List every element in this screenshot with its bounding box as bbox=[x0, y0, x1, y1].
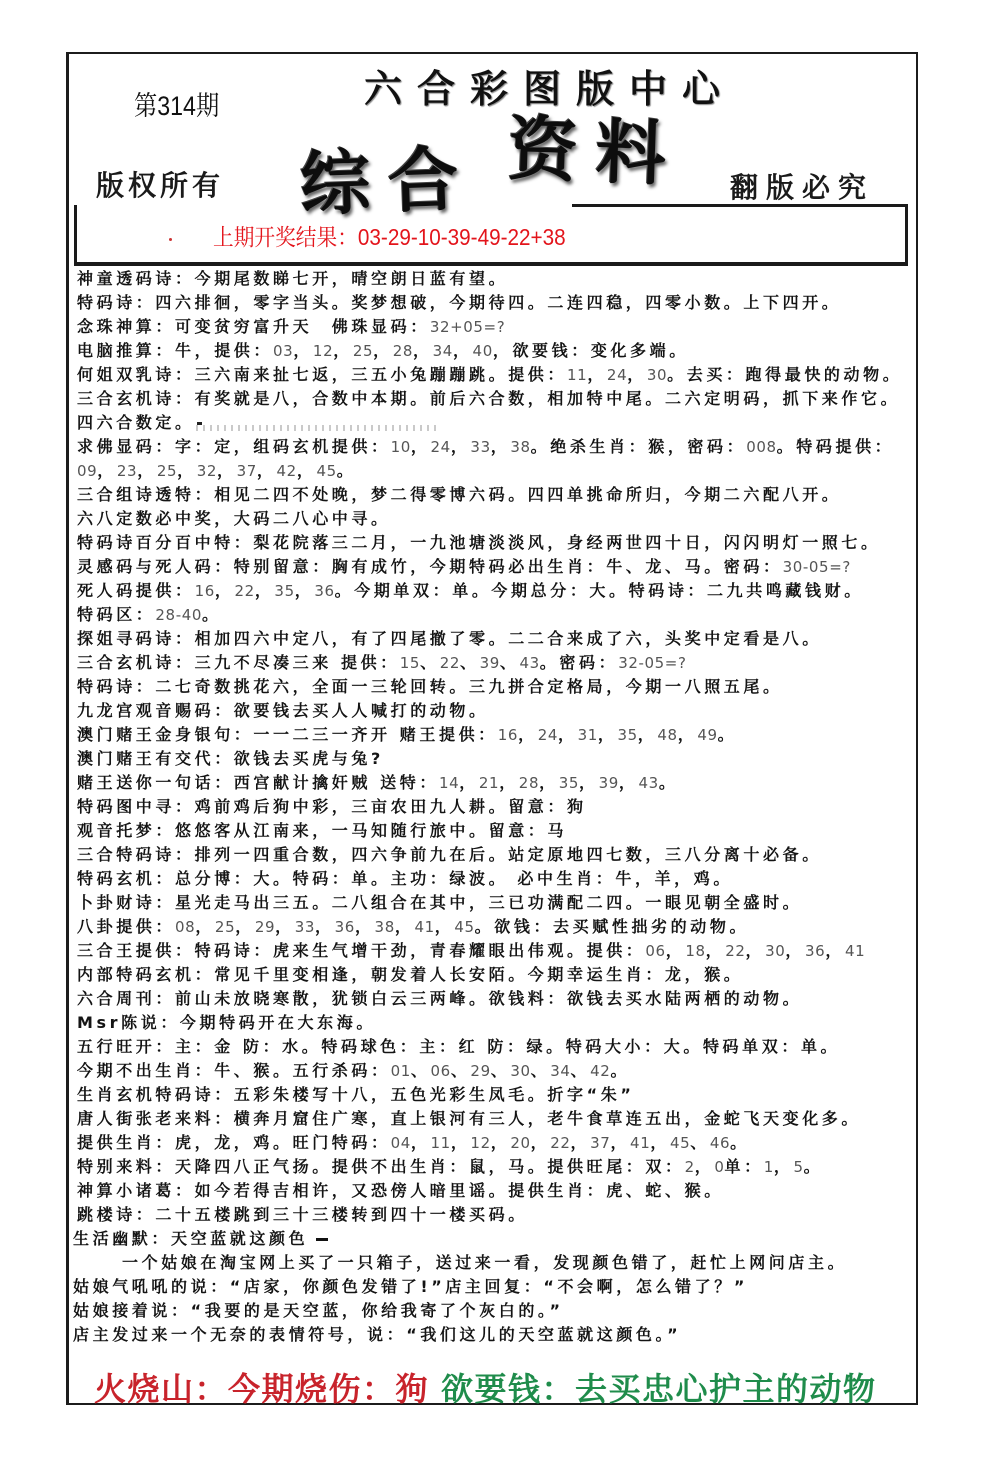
number: 37 bbox=[236, 462, 257, 480]
content-line bbox=[77, 627, 902, 651]
humor-story-line bbox=[73, 1323, 902, 1347]
number: 1 bbox=[763, 1158, 774, 1176]
line-text: 何姐双乳诗：三六南来扯七返，三五小兔蹦蹦跳。提供：11，24，30。去买：跑得最快的动物。 bbox=[77, 365, 903, 384]
number: 22 bbox=[550, 1134, 571, 1152]
results-box-left-border bbox=[74, 205, 77, 265]
content-line bbox=[77, 507, 902, 531]
scan-artifact bbox=[196, 425, 436, 431]
number: 04 bbox=[390, 1134, 411, 1152]
results-box-top-border bbox=[572, 204, 908, 207]
line-text: 八卦提供：08，25，29，33，36，38，41，45。欲钱：去买赋性拙劣的动物。 bbox=[77, 917, 750, 936]
content-line bbox=[77, 267, 902, 291]
number: 39 bbox=[598, 774, 619, 792]
number: 45 bbox=[454, 918, 475, 936]
number: 5 bbox=[793, 1158, 804, 1176]
number: 12 bbox=[312, 342, 334, 360]
content-line bbox=[77, 387, 902, 411]
line-text: 五行旺开：主：金 防：水。特码球色：主：红 防：绿。特码大小：大。特码单双：单。 bbox=[77, 1037, 841, 1056]
number: 28 bbox=[392, 342, 414, 360]
number: 12 bbox=[470, 1134, 491, 1152]
line-text: 三合特码诗：排列一四重合数，四六争前九在后。站定原地四七数，三八分离十必备。 bbox=[77, 845, 822, 864]
content-line bbox=[77, 579, 902, 603]
line-text: 神童透码诗：今期尾数睇七开，晴空朗日蓝有望。 bbox=[77, 269, 509, 288]
number: 32-05=? bbox=[618, 654, 687, 672]
content-line bbox=[77, 771, 902, 795]
number: 33 bbox=[470, 438, 491, 456]
number: 42 bbox=[276, 462, 297, 480]
line-text: 跳楼诗：二十五楼跳到三十三楼转到四十一楼买码。 bbox=[77, 1205, 528, 1224]
content-line bbox=[77, 339, 902, 363]
number: 43 bbox=[519, 654, 540, 672]
content-line bbox=[77, 315, 902, 339]
number: 30 bbox=[646, 366, 668, 384]
number: 03 bbox=[273, 342, 294, 360]
number: 22 bbox=[234, 582, 255, 600]
number: 34 bbox=[550, 1062, 571, 1080]
number: 23 bbox=[116, 462, 138, 480]
number: 22 bbox=[439, 654, 460, 672]
number: 29 bbox=[254, 918, 276, 936]
line-text: 内部特码玄机：常见千里变相逢，朝发着人长安陌。今期幸运生肖：龙，猴。 bbox=[77, 965, 744, 984]
line-text: 今期不出生肖：牛、猴。五行杀码：01、06、29、30、34、42。 bbox=[77, 1061, 631, 1080]
number: 008 bbox=[746, 438, 777, 456]
line-text: 提供生肖：虎，龙，鸡。旺门特码：04，11，12，20，22，37，41，45、46。 bbox=[77, 1133, 750, 1152]
number: 43 bbox=[638, 774, 659, 792]
content-line bbox=[77, 699, 902, 723]
number: 15 bbox=[399, 654, 421, 672]
number: 30 bbox=[765, 942, 786, 960]
line-text: 一个姑娘在淘宝网上买了一只箱子，送过来一看，发现颜色错了，赶忙上网问店主。 bbox=[122, 1253, 848, 1272]
content-line bbox=[77, 651, 902, 675]
content-line bbox=[77, 291, 902, 315]
bullet-dot-icon bbox=[169, 238, 172, 241]
line-text: Msr陈说：今期特码开在大东海。 bbox=[77, 1013, 376, 1032]
number: 14 bbox=[438, 774, 460, 792]
content-line bbox=[77, 1155, 902, 1179]
line-text: 灵感码与死人码：特别留意：胸有成竹，今期特码必出生肖：牛、龙、马。密码：30-05=? bbox=[77, 557, 851, 576]
number: 37 bbox=[590, 1134, 611, 1152]
number: 25 bbox=[214, 918, 236, 936]
content-line bbox=[77, 483, 902, 507]
line-text: 姑娘接着说：“我要的是天空蓝，你给我寄了个灰白的。” bbox=[73, 1301, 564, 1320]
number: 06 bbox=[645, 942, 666, 960]
content-line bbox=[77, 867, 902, 891]
results-box-right-border bbox=[905, 204, 908, 264]
number: 25 bbox=[352, 342, 374, 360]
number: 34 bbox=[432, 342, 453, 360]
logo-title-part2: 资料 bbox=[506, 106, 686, 197]
content-line bbox=[77, 675, 902, 699]
content-line bbox=[77, 435, 902, 459]
footer-banner bbox=[94, 1364, 877, 1410]
number: 49 bbox=[697, 726, 718, 744]
number: 35 bbox=[274, 582, 295, 600]
number: 06 bbox=[430, 1062, 451, 1080]
line-text: 三合组诗透特：相见二四不处晚，梦二得零博六码。四四单挑命所归，今期二六配八开。 bbox=[77, 485, 842, 504]
line-text: 求佛显码：字：定，组码玄机提供：10，24，33，38。绝杀生肖：猴，密码：008。特码提供： bbox=[77, 437, 895, 456]
content-line bbox=[77, 723, 902, 747]
logo-title-part1: 综合 bbox=[298, 136, 478, 227]
number: 16 bbox=[497, 726, 519, 744]
number: 08 bbox=[175, 918, 196, 936]
content-line bbox=[77, 963, 902, 987]
content-line bbox=[77, 531, 902, 555]
number: 16 bbox=[194, 582, 215, 600]
number: 48 bbox=[657, 726, 678, 744]
number: 11 bbox=[567, 366, 588, 384]
line-text: 澳门赌王有交代：欲钱去买虎与兔? bbox=[77, 749, 384, 768]
number: 41 bbox=[414, 918, 435, 936]
content-line bbox=[77, 939, 902, 963]
number: 09 bbox=[77, 462, 98, 480]
content-line bbox=[77, 1179, 902, 1203]
content-line bbox=[77, 1035, 902, 1059]
number: 28-40 bbox=[155, 606, 202, 624]
content-line bbox=[77, 1083, 902, 1107]
content-line bbox=[77, 363, 902, 387]
underscore-mark bbox=[316, 1238, 328, 1241]
number: 36 bbox=[334, 918, 355, 936]
number: 22 bbox=[725, 942, 746, 960]
number: 35 bbox=[558, 774, 579, 792]
line-text: 死人码提供：16，22，35，36。今期单双：单。今期总分：大。特码诗：二九共鸣藏钱财。 bbox=[77, 581, 864, 600]
line-text: 生肖玄机特码诗：五彩朱楼写十八，五色光彩生凤毛。折字“朱” bbox=[77, 1085, 635, 1104]
line-text: 探姐寻码诗：相加四六中定八，有了四尾撤了零。二二合来成了六，头奖中定看是八。 bbox=[77, 629, 822, 648]
content-line bbox=[77, 819, 902, 843]
number: 38 bbox=[374, 918, 395, 936]
content-line bbox=[77, 411, 902, 435]
humor-story-line bbox=[77, 1251, 902, 1275]
content-line bbox=[77, 1107, 902, 1131]
line-text: 三合王提供：特码诗：虎来生气增干劲，青春耀眼出伟观。提供：06，18，22，30，36，41 bbox=[77, 941, 866, 960]
humor-story-line bbox=[73, 1299, 902, 1323]
content-line bbox=[77, 1011, 902, 1035]
issue-number: 第314期 bbox=[134, 91, 220, 121]
number: 41 bbox=[844, 942, 866, 960]
content-line bbox=[77, 843, 902, 867]
number: 2 bbox=[684, 1158, 695, 1176]
number: 45 bbox=[669, 1134, 691, 1152]
number: 45 bbox=[316, 462, 337, 480]
number: 01 bbox=[390, 1062, 411, 1080]
line-text: 特别来料：天降四八正气扬。提供不出生肖：鼠，马。提供旺尾：双：2，0单：1，5。 bbox=[77, 1157, 824, 1176]
content-line bbox=[77, 891, 902, 915]
humor-title-line bbox=[73, 1227, 902, 1251]
content-line bbox=[77, 1059, 902, 1083]
content-line bbox=[77, 987, 902, 1011]
copyright-right: 翻版必究 bbox=[730, 171, 875, 204]
line-text: 生活幽默：天空蓝就这颜色 bbox=[73, 1229, 309, 1248]
line-text: 卜卦财诗：星光走马出三五。二八组合在其中，三已功满配二四。一眼见朝全盛时。 bbox=[77, 893, 803, 912]
number: 10 bbox=[390, 438, 411, 456]
number: 24 bbox=[537, 726, 558, 744]
content-line bbox=[77, 915, 902, 939]
number: 35 bbox=[617, 726, 638, 744]
last-draw-results: 上期开奖结果：03-29-10-39-49-22+38 bbox=[213, 224, 566, 250]
line-text: 特码诗：二七奇数挑花六，全面一三轮回转。三九拼合定格局，今期一八照五尾。 bbox=[77, 677, 783, 696]
content-line bbox=[77, 1203, 902, 1227]
banner-red-text: 火烧山：今期烧伤：狗 bbox=[94, 1370, 430, 1408]
number: 33 bbox=[294, 918, 316, 936]
number: 0 bbox=[714, 1158, 725, 1176]
number: 36 bbox=[805, 942, 826, 960]
number: 46 bbox=[709, 1134, 731, 1152]
line-text: 赌王送你一句话：西宫献计擒奸贼 送特：14，21，28，35，39，43。 bbox=[77, 773, 679, 792]
number: 32 bbox=[196, 462, 218, 480]
line-text: 三合玄机诗：有奖就是八，合数中本期。前后六合数，相加特中尾。二六定明码，抓下来作它。 bbox=[77, 389, 901, 408]
number: 41 bbox=[630, 1134, 651, 1152]
line-text: 四六合数定。 bbox=[77, 413, 195, 432]
content-line bbox=[77, 1131, 902, 1155]
content-line bbox=[77, 795, 902, 819]
number: 40 bbox=[472, 342, 493, 360]
line-text: 特码图中寻：鸡前鸡后狗中彩，三亩农田九人耕。留意：狗 bbox=[77, 797, 587, 816]
line-text: 电脑推算：牛，提供：03，12，25，28，34，40，欲要钱：变化多端。 bbox=[77, 341, 689, 360]
number: 24 bbox=[430, 438, 451, 456]
number: 18 bbox=[685, 942, 706, 960]
humor-story-line bbox=[73, 1275, 902, 1299]
number: 30-05=? bbox=[782, 558, 851, 576]
number: 36 bbox=[314, 582, 335, 600]
line-text: 特码区：28-40。 bbox=[77, 605, 222, 624]
content-line bbox=[77, 747, 902, 771]
number: 42 bbox=[590, 1062, 611, 1080]
line-text: 店主发过来一个无奈的表情符号，说：“我们这儿的天空蓝就这颜色。” bbox=[73, 1325, 682, 1344]
line-text: 三合玄机诗：三九不尽凑三来 提供：15、22、39、43。密码：32-05=? bbox=[77, 653, 687, 672]
line-text: 六八定数必中奖，大码二八心中寻。 bbox=[77, 509, 391, 528]
line-text: 神算小诸葛：如今若得吉相许，又恐傍人暗里谣。提供生肖：虎、蛇、猴。 bbox=[77, 1181, 724, 1200]
content-line bbox=[77, 603, 902, 627]
line-text: 特码玄机：总分博：大。特码：单。主功：绿波。 必中生肖：牛，羊，鸡。 bbox=[77, 869, 733, 888]
copyright-left: 版权所有 bbox=[96, 169, 225, 202]
line-text: 观音托梦：悠悠客从江南来，一马知随行旅中。留意：马 bbox=[77, 821, 568, 840]
line-text: 六合周刊：前山未放晓寒散，犹锁白云三两峰。欲钱料：欲钱去买水陆两栖的动物。 bbox=[77, 989, 803, 1008]
number: 28 bbox=[518, 774, 540, 792]
number: 29 bbox=[470, 1062, 491, 1080]
results-box-bottom-border bbox=[74, 262, 908, 266]
line-text: 特码诗百分百中特：梨花院落三二月，一九池塘淡淡风，身经两世四十日，闪闪明灯一照七。 bbox=[77, 533, 881, 552]
line-text: 九龙宫观音赐码：欲要钱去买人人喊打的动物。 bbox=[77, 701, 489, 720]
number: 21 bbox=[478, 774, 500, 792]
content-line bbox=[77, 459, 902, 483]
line-text: 姑娘气吼吼的说：“店家，你颜色发错了!”店主回复：“不会啊，怎么错了？” bbox=[73, 1277, 748, 1296]
number: 39 bbox=[479, 654, 500, 672]
number: 30 bbox=[510, 1062, 531, 1080]
line-text: 特码诗：四六排徊，零字当头。奖梦想破，今期待四。二连四稳，四零小数。上下四开。 bbox=[77, 293, 842, 312]
banner-green-text: 欲要钱：去买忠心护主的动物 bbox=[441, 1370, 877, 1408]
content-line bbox=[77, 555, 902, 579]
number: 31 bbox=[577, 726, 598, 744]
number: 20 bbox=[510, 1134, 531, 1152]
line-text: 念珠神算：可变贫穷富升天 佛珠显码：32+05=? bbox=[77, 317, 506, 336]
number: 24 bbox=[606, 366, 628, 384]
line-text: 澳门赌王金身银句：一一二三一齐开 赌王提供：16，24，31，35，48，49。 bbox=[77, 725, 738, 744]
line-text: 唐人街张老来料：横奔月窟住广寒，直上银河有三人，老牛食草连五出，金蛇飞天变化多。 bbox=[77, 1109, 862, 1128]
center-title: 六合彩图版中心 bbox=[364, 66, 736, 111]
number: 38 bbox=[510, 438, 531, 456]
number: 25 bbox=[156, 462, 178, 480]
number: 11 bbox=[430, 1134, 451, 1152]
line-text: 09，23，25，32，37，42，45。 bbox=[77, 461, 357, 480]
number: 32+05=? bbox=[429, 318, 506, 336]
